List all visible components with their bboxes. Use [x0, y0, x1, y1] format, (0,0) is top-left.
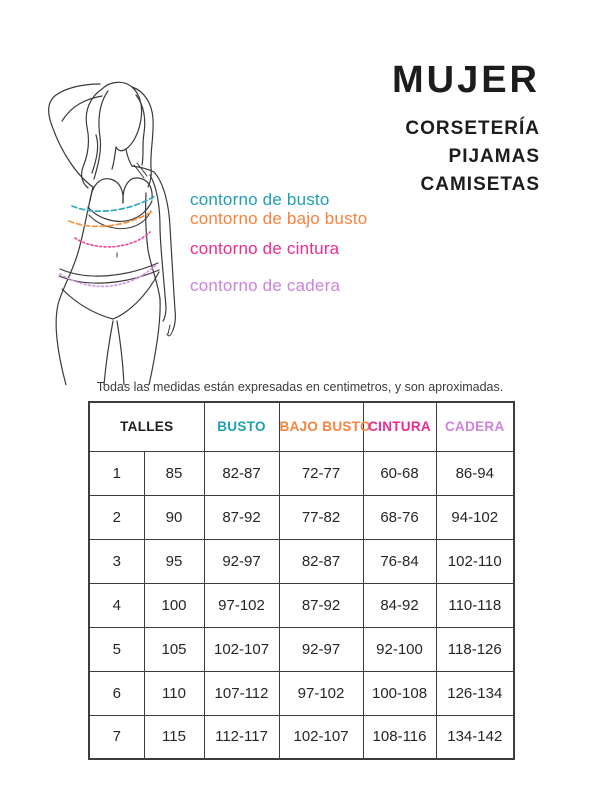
- col-header-cintura: CINTURA: [363, 402, 436, 451]
- cell-talle: 2: [89, 495, 144, 539]
- label-contorno-cintura: contorno de cintura: [190, 239, 340, 258]
- table-row: [89, 715, 514, 759]
- cell-talle: 3: [89, 539, 144, 583]
- cell-cadera: 110-118: [436, 583, 514, 627]
- label-contorno-busto: contorno de busto: [190, 190, 330, 209]
- col-header-bajo-busto: BAJO BUSTO: [279, 402, 363, 451]
- cell-talle-cm: 90: [144, 495, 204, 539]
- table-row: [89, 583, 514, 627]
- cell-bajo-busto: 97-102: [279, 671, 363, 715]
- cell-cintura: 92-100: [363, 627, 436, 671]
- cell-talle: 6: [89, 671, 144, 715]
- cell-talle: 7: [89, 715, 144, 759]
- figure-outline: [49, 82, 176, 385]
- cell-bajo-busto: 82-87: [279, 539, 363, 583]
- cell-cintura: 68-76: [363, 495, 436, 539]
- cell-busto: 87-92: [204, 495, 279, 539]
- category-camisetas: CAMISETAS: [420, 174, 540, 195]
- size-table: [88, 401, 515, 760]
- cell-talle: 5: [89, 627, 144, 671]
- cell-cadera: 94-102: [436, 495, 514, 539]
- cell-talle-cm: 100: [144, 583, 204, 627]
- cell-talle-cm: 105: [144, 627, 204, 671]
- page-title: MUJER: [391, 59, 540, 101]
- cell-bajo-busto: 92-97: [279, 627, 363, 671]
- col-header-cadera: CADERA: [436, 402, 514, 451]
- cell-cintura: 60-68: [363, 451, 436, 495]
- cell-cintura: 76-84: [363, 539, 436, 583]
- cell-cadera: 134-142: [436, 715, 514, 759]
- table-row: [89, 539, 514, 583]
- col-header-talles: TALLES: [89, 402, 204, 451]
- waist-line: [75, 232, 150, 247]
- woman-figure-illustration: [38, 75, 223, 385]
- col-header-busto: BUSTO: [204, 402, 279, 451]
- cell-busto: 112-117: [204, 715, 279, 759]
- category-list: [220, 115, 540, 199]
- table-header-row: [89, 402, 514, 451]
- cell-cintura: 108-116: [363, 715, 436, 759]
- cell-busto: 97-102: [204, 583, 279, 627]
- cell-cadera: 102-110: [436, 539, 514, 583]
- cell-busto: 102-107: [204, 627, 279, 671]
- cell-busto: 82-87: [204, 451, 279, 495]
- cell-bajo-busto: 77-82: [279, 495, 363, 539]
- cell-bajo-busto: 102-107: [279, 715, 363, 759]
- cell-talle: 4: [89, 583, 144, 627]
- cell-talle-cm: 85: [144, 451, 204, 495]
- table-row: [89, 671, 514, 715]
- cell-busto: 107-112: [204, 671, 279, 715]
- cell-talle: 1: [89, 451, 144, 495]
- category-corseteria: CORSETERÍA: [405, 118, 540, 139]
- cell-bajo-busto: 72-77: [279, 451, 363, 495]
- cell-talle-cm: 115: [144, 715, 204, 759]
- measurement-lines: [60, 196, 156, 286]
- cell-cadera: 118-126: [436, 627, 514, 671]
- cell-busto: 92-97: [204, 539, 279, 583]
- cell-cadera: 126-134: [436, 671, 514, 715]
- table-row: [89, 495, 514, 539]
- cell-cadera: 86-94: [436, 451, 514, 495]
- table-row: [89, 451, 514, 495]
- cell-cintura: 84-92: [363, 583, 436, 627]
- bust-line: [72, 196, 155, 211]
- measurements-note: Todas las medidas están expresadas en centimetros, y son aproximadas.: [96, 380, 504, 394]
- cell-cintura: 100-108: [363, 671, 436, 715]
- title-block: [220, 58, 540, 199]
- table-row: [89, 627, 514, 671]
- category-pijamas: PIJAMAS: [448, 146, 540, 167]
- underbust-line: [69, 211, 153, 226]
- label-contorno-bajo-busto: contorno de bajo busto: [190, 209, 368, 228]
- label-contorno-cadera: contorno de cadera: [190, 276, 341, 295]
- cell-talle-cm: 110: [144, 671, 204, 715]
- cell-bajo-busto: 87-92: [279, 583, 363, 627]
- cell-talle-cm: 95: [144, 539, 204, 583]
